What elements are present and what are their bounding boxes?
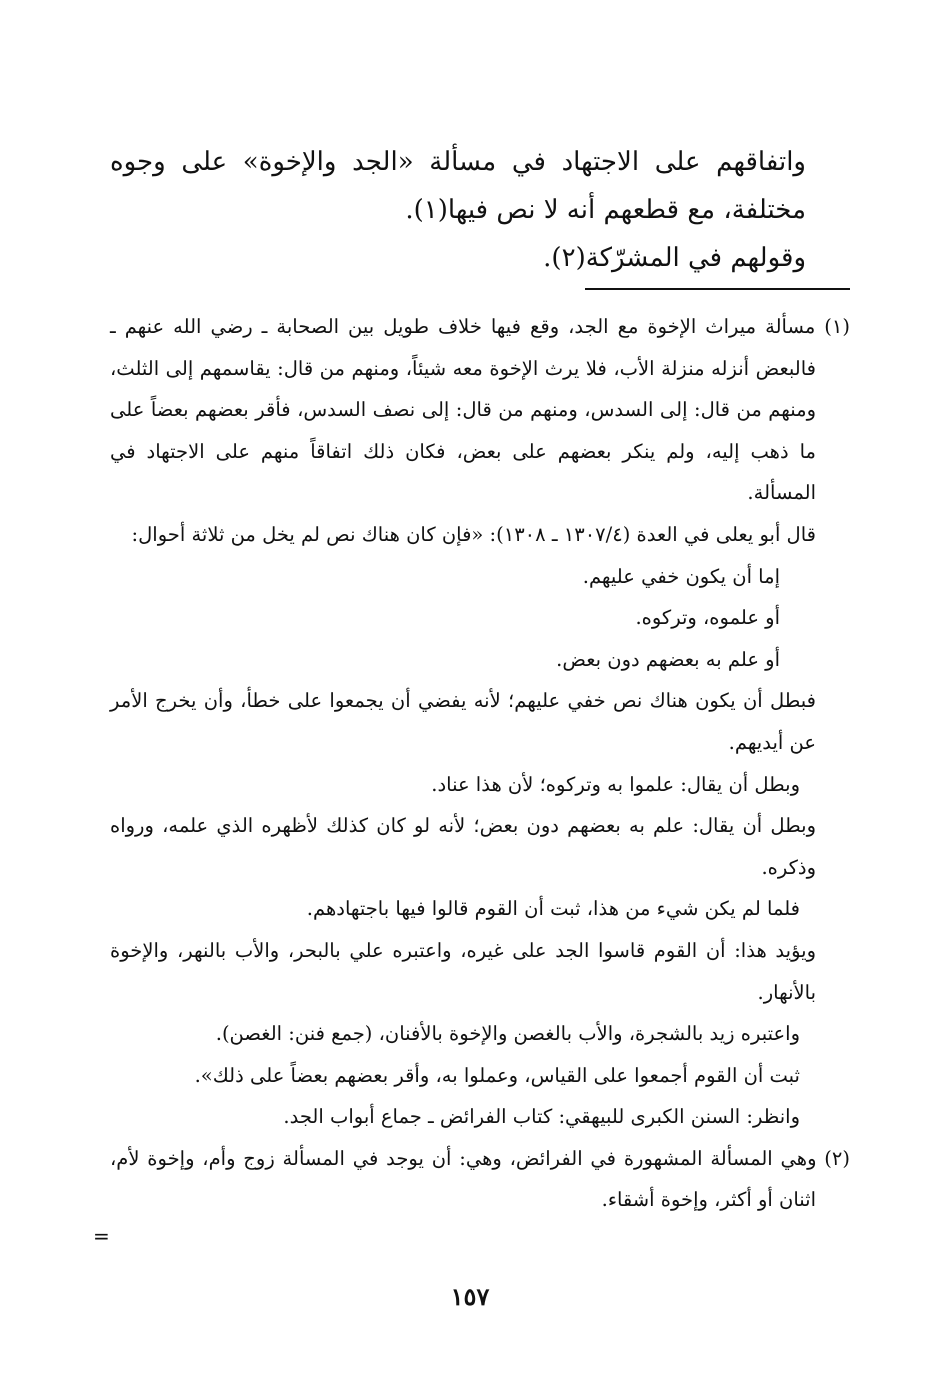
footnote-1-refute-2: وبطل أن يقال: علموا به وتركوه؛ لأن هذا عناد.: [431, 772, 800, 796]
footnote-1-refute-1: فبطل أن يكون هناك نص خفي عليهم؛ لأنه يفضي أن يجمعوا على خطأ، وأن يخرج الأمر عن أيديهم.: [110, 689, 816, 754]
footnote-1-case-3: أو علم به بعضهم دون بعض.: [556, 647, 780, 671]
footnotes: [110, 306, 850, 1221]
main-paragraph-2: وقولهم في المشرّكة(٢).: [543, 243, 806, 273]
footnote-1-quote-intro: قال أبو يعلى في العدة (١٣٠٧/٤ ـ ١٣٠٨): «فإن كان هناك نص لم يخل من ثلاثة أحوال:: [131, 522, 816, 546]
main-text: [110, 138, 850, 282]
main-paragraph-1: واتفاقهم على الاجتهاد في مسألة «الجد والإخوة» على وجوه مختلفة، مع قطعهم أنه لا نص فيها(١).: [110, 147, 806, 225]
footnote-1-reference: وانظر: السنن الكبرى للبيهقي: كتاب الفرائض ـ جماع أبواب الجد.: [283, 1105, 800, 1129]
footnote-1-conclusion: فلما لم يكن شيء من هذا، ثبت أن القوم قالوا فيها باجتهادهم.: [306, 897, 800, 921]
page-number: ١٥٧: [450, 1282, 490, 1311]
footnote-1: (١) مسألة ميراث الإخوة مع الجد، وقع فيها خلاف طويل بين الصحابة ـ رضي الله عنهم ـ فالبعض أنزله منزلة الأب، فلا يرث الإخوة معه شيئاً، ومنهم من قال: يقاسمهم إلى الثلث، ومنهم من قال: إلى السدس، ومنهم من قال: إلى نصف السدس، فأقر بعضهم بعضاً على ما ذهب إليه، ولم ينكر بعضهم على بعض، فكان ذلك اتفاقاً منهم على الاجتهاد في المسألة.: [110, 315, 850, 505]
continuation-mark: =: [93, 1224, 110, 1248]
footnote-2: (٢) وهي المسألة المشهورة في الفرائض، وهي: أن يوجد في المسألة زوج وأم، وإخوة لأم، اثنان أو أكثر، وإخوة أشقاء.: [110, 1146, 850, 1212]
footnote-1-case-1: إما أن يكون خفي عليهم.: [582, 564, 780, 588]
footnote-1-support: ويؤيد هذا: أن القوم قاسوا الجد على غيره، واعتبره علي بالبحر، والأب بالنهر، والإخوة بالأنهار.: [110, 938, 816, 1004]
footnote-1-case-2: أو علموه، وتركوه.: [635, 606, 780, 630]
footnote-1-refute-3: وبطل أن يقال: علم به بعضهم دون بعض؛ لأنه لو كان كذلك لأظهره الذي علمه، ورواه وذكره.: [110, 814, 816, 879]
footnote-1-qiyas: ثبت أن القوم أجمعوا على القياس، وعملوا به، وأقر بعضهم بعضاً على ذلك».: [194, 1063, 800, 1087]
footnote-separator: [585, 288, 850, 290]
footnote-1-zayd: واعتبره زيد بالشجرة، والأب بالغصن والإخوة بالأفنان، (جمع فنن: الغصن).: [215, 1022, 800, 1046]
